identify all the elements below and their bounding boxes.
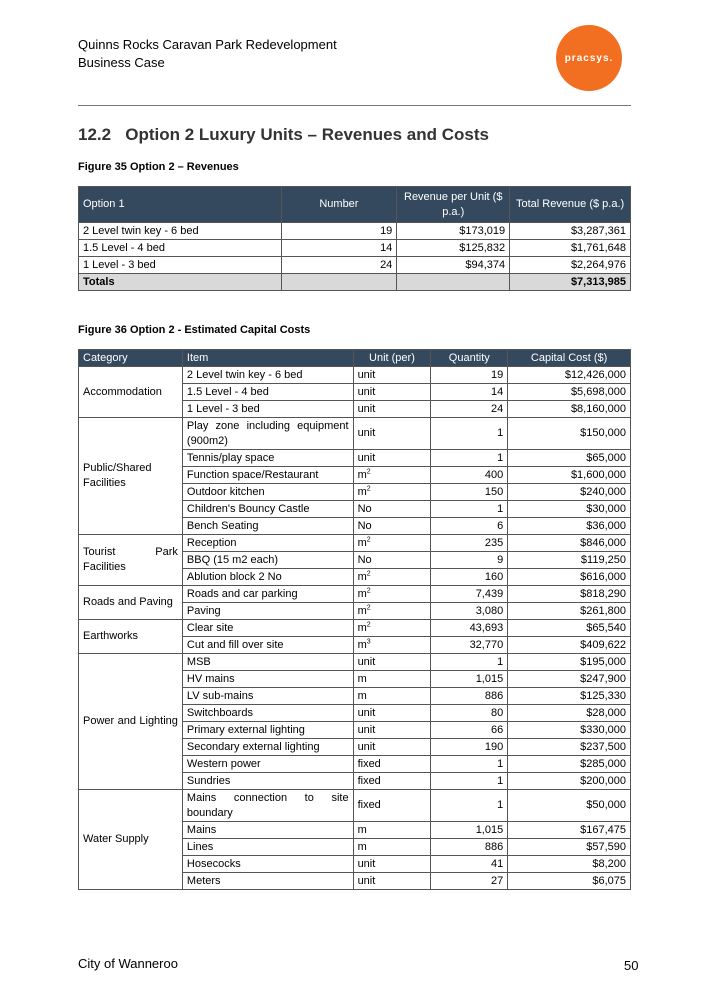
totals-empty-cell xyxy=(397,274,510,291)
quantity-cell: 1 xyxy=(431,654,508,671)
category-cell: Tourist Park Facilities xyxy=(79,535,183,586)
category-cell: Power and Lighting xyxy=(79,654,183,790)
header-divider xyxy=(78,105,631,106)
revenues-header-row xyxy=(79,187,631,223)
page-number: 50 xyxy=(624,958,639,973)
unit-cell: unit xyxy=(353,856,431,873)
table-row xyxy=(79,790,631,822)
item-cell: Roads and car parking xyxy=(182,586,353,603)
table-row xyxy=(79,535,631,552)
quantity-cell: 24 xyxy=(431,401,508,418)
quantity-cell: 400 xyxy=(431,467,508,484)
unit-cell: $m^2$ xyxy=(353,535,431,552)
item-cell: Cut and fill over site xyxy=(182,637,353,654)
quantity-cell: 160 xyxy=(431,569,508,586)
unit-cell: No xyxy=(353,518,431,535)
revenue-per-unit-cell: $125,832 xyxy=(397,240,510,257)
capital-cost-cell: $6,075 xyxy=(508,873,631,890)
item-cell: 1.5 Level - 4 bed xyxy=(182,384,353,401)
quantity-cell: 1,015 xyxy=(431,822,508,839)
unit-cell: unit xyxy=(353,873,431,890)
quantity-cell: 7,439 xyxy=(431,586,508,603)
quantity-cell: 886 xyxy=(431,839,508,856)
item-cell: Tennis/play space xyxy=(182,450,353,467)
table-row xyxy=(79,257,631,274)
capital-cost-cell: $12,426,000 xyxy=(508,367,631,384)
category-cell: Earthworks xyxy=(79,620,183,654)
totals-empty-cell xyxy=(281,274,397,291)
total-revenue-cell: $3,287,361 xyxy=(510,223,631,240)
capital-cost-cell: $261,800 xyxy=(508,603,631,620)
quantity-cell: 27 xyxy=(431,873,508,890)
unit-cell: No xyxy=(353,501,431,518)
item-cell: Function space/Restaurant xyxy=(182,467,353,484)
quantity-cell: 1 xyxy=(431,450,508,467)
item-cell: Secondary external lighting xyxy=(182,739,353,756)
totals-label: Totals xyxy=(79,274,282,291)
item-cell: Mains connection to site boundary xyxy=(182,790,353,822)
table-row xyxy=(79,654,631,671)
quantity-cell: 1 xyxy=(431,773,508,790)
unit-cell: No xyxy=(353,552,431,569)
unit-cell: $m^2$ xyxy=(353,569,431,586)
header-option: Option 1 xyxy=(79,187,282,223)
item-cell: Sundries xyxy=(182,773,353,790)
capital-cost-cell: $240,000 xyxy=(508,484,631,501)
capital-cost-cell: $616,000 xyxy=(508,569,631,586)
capital-cost-cell: $30,000 xyxy=(508,501,631,518)
table-row xyxy=(79,240,631,257)
total-revenue-cell: $2,264,976 xyxy=(510,257,631,274)
item-cell: Bench Seating xyxy=(182,518,353,535)
header-title: Quinns Rocks Caravan Park Redevelopment xyxy=(78,37,337,52)
unit-cell: $m^2$ xyxy=(353,620,431,637)
total-revenue-cell: $1,761,648 xyxy=(510,240,631,257)
capital-cost-cell: $237,500 xyxy=(508,739,631,756)
capital-header-row xyxy=(79,350,631,367)
capital-cost-cell: $200,000 xyxy=(508,773,631,790)
quantity-cell: 1,015 xyxy=(431,671,508,688)
unit-cell: unit xyxy=(353,705,431,722)
capital-cost-cell: $65,000 xyxy=(508,450,631,467)
item-cell: Paving xyxy=(182,603,353,620)
category-cell: Accommodation xyxy=(79,367,183,418)
quantity-cell: 32,770 xyxy=(431,637,508,654)
footer-organisation: City of Wanneroo xyxy=(78,956,178,971)
capital-cost-cell: $818,290 xyxy=(508,586,631,603)
quantity-cell: 19 xyxy=(431,367,508,384)
category-cell: Roads and Paving xyxy=(79,586,183,620)
item-cell: Clear site xyxy=(182,620,353,637)
capital-cost-cell: $65,540 xyxy=(508,620,631,637)
unit-cell: m xyxy=(353,688,431,705)
table-row xyxy=(79,418,631,450)
unit-cell: unit xyxy=(353,722,431,739)
revenues-table xyxy=(78,186,631,291)
quantity-cell: 150 xyxy=(431,484,508,501)
unit-cell: m xyxy=(353,839,431,856)
quantity-cell: 43,693 xyxy=(431,620,508,637)
table-row xyxy=(79,586,631,603)
item-cell: Switchboards xyxy=(182,705,353,722)
category-cell: Water Supply xyxy=(79,790,183,890)
quantity-cell: 14 xyxy=(431,384,508,401)
option-cell: 1.5 Level - 4 bed xyxy=(79,240,282,257)
option-cell: 2 Level twin key - 6 bed xyxy=(79,223,282,240)
unit-cell: fixed xyxy=(353,790,431,822)
quantity-cell: 66 xyxy=(431,722,508,739)
table-row xyxy=(79,620,631,637)
unit-cell: $m^2$ xyxy=(353,603,431,620)
capital-cost-cell: $195,000 xyxy=(508,654,631,671)
item-cell: Mains xyxy=(182,822,353,839)
capital-cost-cell: $119,250 xyxy=(508,552,631,569)
quantity-cell: 886 xyxy=(431,688,508,705)
capital-cost-cell: $57,590 xyxy=(508,839,631,856)
item-cell: LV sub-mains xyxy=(182,688,353,705)
figure36-caption: Figure 36 Option 2 - Estimated Capital Costs xyxy=(78,324,311,336)
revenue-per-unit-cell: $94,374 xyxy=(397,257,510,274)
capital-costs-table xyxy=(78,349,631,890)
capital-cost-cell: $330,000 xyxy=(508,722,631,739)
document-header xyxy=(78,36,337,72)
capital-cost-cell: $28,000 xyxy=(508,705,631,722)
item-cell: BBQ (15 m2 each) xyxy=(182,552,353,569)
logo-text: pracsys. xyxy=(564,52,614,64)
quantity-cell: 1 xyxy=(431,418,508,450)
unit-cell: $m^2$ xyxy=(353,586,431,603)
header-subtitle: Business Case xyxy=(78,55,165,70)
table-row xyxy=(79,223,631,240)
header-unit: Unit (per) xyxy=(353,350,431,367)
unit-cell: fixed xyxy=(353,773,431,790)
unit-cell: m xyxy=(353,822,431,839)
unit-cell: unit xyxy=(353,384,431,401)
figure35-caption: Figure 35 Option 2 – Revenues xyxy=(78,161,239,173)
item-cell: Primary external lighting xyxy=(182,722,353,739)
unit-cell: fixed xyxy=(353,756,431,773)
header-category: Category xyxy=(79,350,183,367)
header-item: Item xyxy=(182,350,353,367)
quantity-cell: 6 xyxy=(431,518,508,535)
quantity-cell: 1 xyxy=(431,501,508,518)
item-cell: HV mains xyxy=(182,671,353,688)
capital-cost-cell: $285,000 xyxy=(508,756,631,773)
unit-cell: $m^3$ xyxy=(353,637,431,654)
totals-value: $7,313,985 xyxy=(510,274,631,291)
header-capital-cost: Capital Cost ($) xyxy=(508,350,631,367)
capital-cost-cell: $50,000 xyxy=(508,790,631,822)
quantity-cell: 80 xyxy=(431,705,508,722)
unit-cell: m xyxy=(353,671,431,688)
item-cell: Hosecocks xyxy=(182,856,353,873)
item-cell: Play zone including equipment (900m2) xyxy=(182,418,353,450)
number-cell: 14 xyxy=(281,240,397,257)
number-cell: 24 xyxy=(281,257,397,274)
quantity-cell: 1 xyxy=(431,756,508,773)
capital-cost-cell: $846,000 xyxy=(508,535,631,552)
capital-cost-cell: $5,698,000 xyxy=(508,384,631,401)
capital-cost-cell: $167,475 xyxy=(508,822,631,839)
unit-cell: $m^2$ xyxy=(353,484,431,501)
header-quantity: Quantity xyxy=(431,350,508,367)
item-cell: 1 Level - 3 bed xyxy=(182,401,353,418)
quantity-cell: 235 xyxy=(431,535,508,552)
capital-cost-cell: $8,160,000 xyxy=(508,401,631,418)
item-cell: Lines xyxy=(182,839,353,856)
unit-cell: unit xyxy=(353,739,431,756)
quantity-cell: 190 xyxy=(431,739,508,756)
item-cell: 2 Level twin key - 6 bed xyxy=(182,367,353,384)
number-cell: 19 xyxy=(281,223,397,240)
header-revenue-per-unit: Revenue per Unit ($ p.a.) xyxy=(397,187,510,223)
unit-cell: unit xyxy=(353,418,431,450)
item-cell: Western power xyxy=(182,756,353,773)
item-cell: MSB xyxy=(182,654,353,671)
capital-cost-cell: $247,900 xyxy=(508,671,631,688)
quantity-cell: 9 xyxy=(431,552,508,569)
capital-cost-cell: $36,000 xyxy=(508,518,631,535)
totals-row xyxy=(79,274,631,291)
capital-cost-cell: $1,600,000 xyxy=(508,467,631,484)
table-row xyxy=(79,367,631,384)
unit-cell: unit xyxy=(353,401,431,418)
item-cell: Ablution block 2 No xyxy=(182,569,353,586)
unit-cell: unit xyxy=(353,450,431,467)
item-cell: Meters xyxy=(182,873,353,890)
capital-cost-cell: $409,622 xyxy=(508,637,631,654)
header-total-revenue: Total Revenue ($ p.a.) xyxy=(510,187,631,223)
category-cell: Public/Shared Facilities xyxy=(79,418,183,535)
revenue-per-unit-cell: $173,019 xyxy=(397,223,510,240)
header-number: Number xyxy=(281,187,397,223)
unit-cell: unit xyxy=(353,367,431,384)
capital-cost-cell: $8,200 xyxy=(508,856,631,873)
section-title: 12.2 Option 2 Luxury Units – Revenues and Costs xyxy=(78,125,489,144)
capital-cost-cell: $125,330 xyxy=(508,688,631,705)
capital-cost-cell: $150,000 xyxy=(508,418,631,450)
unit-cell: unit xyxy=(353,654,431,671)
quantity-cell: 3,080 xyxy=(431,603,508,620)
item-cell: Children's Bouncy Castle xyxy=(182,501,353,518)
unit-cell: $m^2$ xyxy=(353,467,431,484)
quantity-cell: 41 xyxy=(431,856,508,873)
item-cell: Outdoor kitchen xyxy=(182,484,353,501)
pracsys-logo xyxy=(556,25,622,91)
option-cell: 1 Level - 3 bed xyxy=(79,257,282,274)
item-cell: Reception xyxy=(182,535,353,552)
quantity-cell: 1 xyxy=(431,790,508,822)
